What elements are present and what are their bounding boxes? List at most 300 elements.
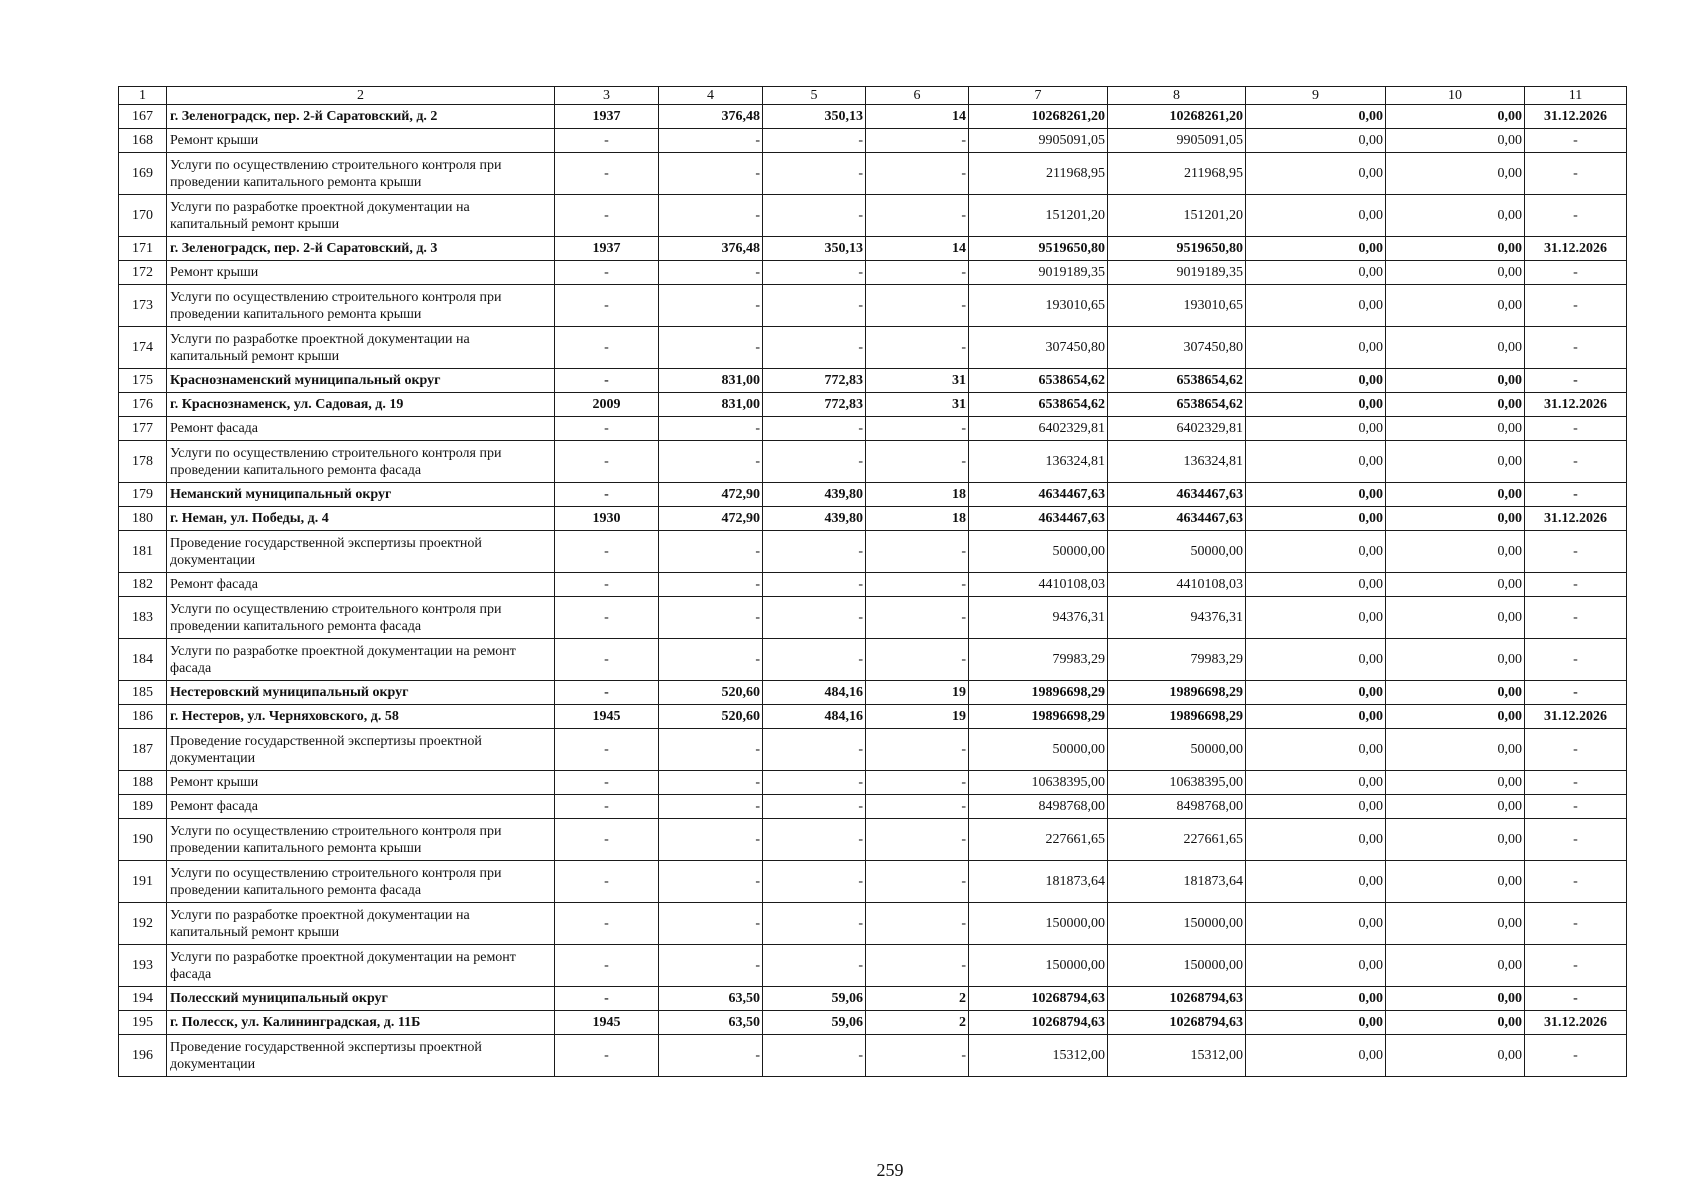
col-5-cell: - xyxy=(763,573,866,597)
table-row xyxy=(119,573,1627,597)
row-number-cell: 181 xyxy=(119,531,167,573)
row-number-cell: 195 xyxy=(119,1011,167,1035)
col-4-cell: - xyxy=(659,327,763,369)
col-8-cell: 227661,65 xyxy=(1108,819,1246,861)
col-6-cell: - xyxy=(866,573,969,597)
col-9-cell: 0,00 xyxy=(1246,417,1386,441)
col-6-cell: 31 xyxy=(866,369,969,393)
col-3-cell: - xyxy=(555,327,659,369)
col-10-cell: 0,00 xyxy=(1386,417,1525,441)
col-7-cell: 136324,81 xyxy=(969,441,1108,483)
col-5-cell: - xyxy=(763,153,866,195)
item-name-cell: Ремонт крыши xyxy=(167,771,555,795)
col-9-cell: 0,00 xyxy=(1246,819,1386,861)
row-number-cell: 170 xyxy=(119,195,167,237)
col-3-cell: 1937 xyxy=(555,105,659,129)
col-4-cell: - xyxy=(659,819,763,861)
col-11-cell: - xyxy=(1525,987,1627,1011)
col-9-cell: 0,00 xyxy=(1246,681,1386,705)
col-10-cell: 0,00 xyxy=(1386,483,1525,507)
col-6-cell: - xyxy=(866,819,969,861)
col-9-cell: 0,00 xyxy=(1246,771,1386,795)
col-4-cell: 376,48 xyxy=(659,237,763,261)
col-6-cell: 18 xyxy=(866,507,969,531)
col-3-cell: - xyxy=(555,483,659,507)
col-10-cell: 0,00 xyxy=(1386,531,1525,573)
col-4-cell: - xyxy=(659,417,763,441)
col-6-cell: - xyxy=(866,129,969,153)
item-name-cell: Проведение государственной экспертизы проектной документации xyxy=(167,1035,555,1077)
col-5-cell: - xyxy=(763,771,866,795)
col-11-cell: - xyxy=(1525,261,1627,285)
col-5-cell: 439,80 xyxy=(763,507,866,531)
item-name-cell: Полесский муниципальный округ xyxy=(167,987,555,1011)
col-8-cell: 10268794,63 xyxy=(1108,987,1246,1011)
col-7-cell: 50000,00 xyxy=(969,531,1108,573)
col-4-cell: 520,60 xyxy=(659,705,763,729)
table-row xyxy=(119,705,1627,729)
item-name-cell: Ремонт крыши xyxy=(167,129,555,153)
row-number-cell: 179 xyxy=(119,483,167,507)
col-9-cell: 0,00 xyxy=(1246,105,1386,129)
col-6-cell: 18 xyxy=(866,483,969,507)
col-3-cell: - xyxy=(555,819,659,861)
item-name-cell: Услуги по осуществлению строительного контроля при проведении капитального ремонта фасада xyxy=(167,597,555,639)
col-9-cell: 0,00 xyxy=(1246,903,1386,945)
col-4-cell: 376,48 xyxy=(659,105,763,129)
item-name-cell: Проведение государственной экспертизы проектной документации xyxy=(167,531,555,573)
col-7-cell: 9905091,05 xyxy=(969,129,1108,153)
col-8-cell: 4634467,63 xyxy=(1108,483,1246,507)
table-row xyxy=(119,795,1627,819)
col-7-cell: 8498768,00 xyxy=(969,795,1108,819)
col-3-cell: - xyxy=(555,861,659,903)
header-cell: 9 xyxy=(1246,87,1386,105)
col-10-cell: 0,00 xyxy=(1386,597,1525,639)
col-9-cell: 0,00 xyxy=(1246,483,1386,507)
col-9-cell: 0,00 xyxy=(1246,639,1386,681)
col-8-cell: 6538654,62 xyxy=(1108,393,1246,417)
col-9-cell: 0,00 xyxy=(1246,795,1386,819)
item-name-cell: г. Нестеров, ул. Черняховского, д. 58 xyxy=(167,705,555,729)
item-name-cell: Услуги по осуществлению строительного контроля при проведении капитального ремонта фасада xyxy=(167,441,555,483)
item-name-cell: Ремонт фасада xyxy=(167,417,555,441)
col-8-cell: 136324,81 xyxy=(1108,441,1246,483)
col-11-cell: - xyxy=(1525,681,1627,705)
col-11-cell: - xyxy=(1525,945,1627,987)
col-6-cell: - xyxy=(866,795,969,819)
table-row xyxy=(119,681,1627,705)
col-4-cell: 831,00 xyxy=(659,369,763,393)
col-3-cell: - xyxy=(555,639,659,681)
col-4-cell: 520,60 xyxy=(659,681,763,705)
col-6-cell: - xyxy=(866,729,969,771)
col-11-cell: - xyxy=(1525,771,1627,795)
col-6-cell: - xyxy=(866,861,969,903)
col-7-cell: 151201,20 xyxy=(969,195,1108,237)
row-number-cell: 174 xyxy=(119,327,167,369)
col-10-cell: 0,00 xyxy=(1386,945,1525,987)
col-7-cell: 227661,65 xyxy=(969,819,1108,861)
col-5-cell: - xyxy=(763,597,866,639)
col-3-cell: - xyxy=(555,417,659,441)
col-5-cell: - xyxy=(763,261,866,285)
col-5-cell: 439,80 xyxy=(763,483,866,507)
col-9-cell: 0,00 xyxy=(1246,1011,1386,1035)
col-7-cell: 307450,80 xyxy=(969,327,1108,369)
col-7-cell: 150000,00 xyxy=(969,903,1108,945)
table-row xyxy=(119,129,1627,153)
col-5-cell: 350,13 xyxy=(763,237,866,261)
col-5-cell: - xyxy=(763,639,866,681)
col-6-cell: - xyxy=(866,153,969,195)
row-number-cell: 167 xyxy=(119,105,167,129)
col-6-cell: - xyxy=(866,195,969,237)
col-8-cell: 151201,20 xyxy=(1108,195,1246,237)
col-3-cell: - xyxy=(555,1035,659,1077)
col-8-cell: 79983,29 xyxy=(1108,639,1246,681)
col-11-cell: - xyxy=(1525,903,1627,945)
col-8-cell: 181873,64 xyxy=(1108,861,1246,903)
table-row xyxy=(119,771,1627,795)
col-10-cell: 0,00 xyxy=(1386,285,1525,327)
col-9-cell: 0,00 xyxy=(1246,129,1386,153)
col-11-cell: 31.12.2026 xyxy=(1525,705,1627,729)
col-4-cell: - xyxy=(659,795,763,819)
col-10-cell: 0,00 xyxy=(1386,729,1525,771)
col-6-cell: - xyxy=(866,417,969,441)
col-7-cell: 10638395,00 xyxy=(969,771,1108,795)
col-8-cell: 6402329,81 xyxy=(1108,417,1246,441)
col-10-cell: 0,00 xyxy=(1386,705,1525,729)
col-3-cell: - xyxy=(555,369,659,393)
col-4-cell: - xyxy=(659,639,763,681)
col-9-cell: 0,00 xyxy=(1246,237,1386,261)
table-row xyxy=(119,327,1627,369)
col-10-cell: 0,00 xyxy=(1386,1011,1525,1035)
col-5-cell: - xyxy=(763,945,866,987)
item-name-cell: Неманский муниципальный округ xyxy=(167,483,555,507)
col-11-cell: - xyxy=(1525,129,1627,153)
col-9-cell: 0,00 xyxy=(1246,369,1386,393)
col-4-cell: - xyxy=(659,1035,763,1077)
col-11-cell: 31.12.2026 xyxy=(1525,1011,1627,1035)
row-number-cell: 177 xyxy=(119,417,167,441)
col-4-cell: - xyxy=(659,285,763,327)
col-11-cell: 31.12.2026 xyxy=(1525,105,1627,129)
col-4-cell: 472,90 xyxy=(659,507,763,531)
col-10-cell: 0,00 xyxy=(1386,1035,1525,1077)
col-8-cell: 15312,00 xyxy=(1108,1035,1246,1077)
col-3-cell: - xyxy=(555,903,659,945)
col-5-cell: 772,83 xyxy=(763,393,866,417)
table-row xyxy=(119,729,1627,771)
header-cell: 7 xyxy=(969,87,1108,105)
col-10-cell: 0,00 xyxy=(1386,153,1525,195)
col-8-cell: 9019189,35 xyxy=(1108,261,1246,285)
col-3-cell: - xyxy=(555,681,659,705)
col-3-cell: - xyxy=(555,195,659,237)
table-row xyxy=(119,393,1627,417)
row-number-cell: 176 xyxy=(119,393,167,417)
col-7-cell: 6538654,62 xyxy=(969,369,1108,393)
table-row xyxy=(119,285,1627,327)
col-7-cell: 10268261,20 xyxy=(969,105,1108,129)
col-11-cell: - xyxy=(1525,597,1627,639)
col-6-cell: - xyxy=(866,903,969,945)
col-11-cell: 31.12.2026 xyxy=(1525,237,1627,261)
page-number: 259 xyxy=(876,1160,904,1180)
col-6-cell: - xyxy=(866,597,969,639)
col-6-cell: - xyxy=(866,531,969,573)
col-8-cell: 50000,00 xyxy=(1108,531,1246,573)
col-7-cell: 94376,31 xyxy=(969,597,1108,639)
col-10-cell: 0,00 xyxy=(1386,393,1525,417)
col-5-cell: - xyxy=(763,531,866,573)
item-name-cell: Проведение государственной экспертизы проектной документации xyxy=(167,729,555,771)
col-3-cell: - xyxy=(555,795,659,819)
col-8-cell: 10268794,63 xyxy=(1108,1011,1246,1035)
col-4-cell: - xyxy=(659,195,763,237)
col-7-cell: 181873,64 xyxy=(969,861,1108,903)
col-6-cell: 19 xyxy=(866,705,969,729)
col-9-cell: 0,00 xyxy=(1246,285,1386,327)
col-9-cell: 0,00 xyxy=(1246,153,1386,195)
col-10-cell: 0,00 xyxy=(1386,507,1525,531)
col-8-cell: 8498768,00 xyxy=(1108,795,1246,819)
col-11-cell: - xyxy=(1525,795,1627,819)
row-number-cell: 172 xyxy=(119,261,167,285)
col-9-cell: 0,00 xyxy=(1246,393,1386,417)
header-cell: 1 xyxy=(119,87,167,105)
col-7-cell: 6402329,81 xyxy=(969,417,1108,441)
row-number-cell: 192 xyxy=(119,903,167,945)
item-name-cell: Ремонт фасада xyxy=(167,573,555,597)
col-8-cell: 10638395,00 xyxy=(1108,771,1246,795)
row-number-cell: 184 xyxy=(119,639,167,681)
col-10-cell: 0,00 xyxy=(1386,369,1525,393)
col-8-cell: 94376,31 xyxy=(1108,597,1246,639)
col-11-cell: - xyxy=(1525,369,1627,393)
col-4-cell: - xyxy=(659,861,763,903)
row-number-cell: 194 xyxy=(119,987,167,1011)
col-7-cell: 211968,95 xyxy=(969,153,1108,195)
item-name-cell: г. Зеленоградск, пер. 2-й Саратовский, д. 2 xyxy=(167,105,555,129)
col-5-cell: - xyxy=(763,195,866,237)
col-7-cell: 4634467,63 xyxy=(969,483,1108,507)
col-6-cell: - xyxy=(866,261,969,285)
col-3-cell: 2009 xyxy=(555,393,659,417)
col-10-cell: 0,00 xyxy=(1386,573,1525,597)
header-cell: 6 xyxy=(866,87,969,105)
col-10-cell: 0,00 xyxy=(1386,681,1525,705)
col-10-cell: 0,00 xyxy=(1386,987,1525,1011)
col-4-cell: 831,00 xyxy=(659,393,763,417)
table-row xyxy=(119,1011,1627,1035)
col-8-cell: 19896698,29 xyxy=(1108,705,1246,729)
col-7-cell: 193010,65 xyxy=(969,285,1108,327)
header-cell: 4 xyxy=(659,87,763,105)
col-4-cell: - xyxy=(659,597,763,639)
col-6-cell: 14 xyxy=(866,237,969,261)
table-row xyxy=(119,945,1627,987)
col-5-cell: 350,13 xyxy=(763,105,866,129)
col-5-cell: - xyxy=(763,729,866,771)
item-name-cell: Услуги по разработке проектной документации на капитальный ремонт крыши xyxy=(167,903,555,945)
table-row xyxy=(119,483,1627,507)
col-10-cell: 0,00 xyxy=(1386,261,1525,285)
item-name-cell: г. Неман, ул. Победы, д. 4 xyxy=(167,507,555,531)
col-11-cell: - xyxy=(1525,195,1627,237)
col-8-cell: 9519650,80 xyxy=(1108,237,1246,261)
col-11-cell: - xyxy=(1525,153,1627,195)
table-row xyxy=(119,261,1627,285)
col-11-cell: - xyxy=(1525,639,1627,681)
row-number-cell: 175 xyxy=(119,369,167,393)
col-6-cell: - xyxy=(866,441,969,483)
col-6-cell: - xyxy=(866,285,969,327)
item-name-cell: Услуги по разработке проектной документации на капитальный ремонт крыши xyxy=(167,195,555,237)
col-4-cell: - xyxy=(659,729,763,771)
row-number-cell: 168 xyxy=(119,129,167,153)
row-number-cell: 187 xyxy=(119,729,167,771)
col-9-cell: 0,00 xyxy=(1246,861,1386,903)
col-4-cell: - xyxy=(659,903,763,945)
col-9-cell: 0,00 xyxy=(1246,261,1386,285)
col-10-cell: 0,00 xyxy=(1386,771,1525,795)
table-row xyxy=(119,237,1627,261)
table-row xyxy=(119,639,1627,681)
col-4-cell: - xyxy=(659,129,763,153)
table-row xyxy=(119,819,1627,861)
col-6-cell: 2 xyxy=(866,987,969,1011)
item-name-cell: Услуги по осуществлению строительного контроля при проведении капитального ремонта фасада xyxy=(167,861,555,903)
col-8-cell: 19896698,29 xyxy=(1108,681,1246,705)
col-3-cell: - xyxy=(555,771,659,795)
col-7-cell: 10268794,63 xyxy=(969,1011,1108,1035)
col-7-cell: 6538654,62 xyxy=(969,393,1108,417)
col-6-cell: 14 xyxy=(866,105,969,129)
col-9-cell: 0,00 xyxy=(1246,441,1386,483)
col-3-cell: - xyxy=(555,597,659,639)
col-8-cell: 10268261,20 xyxy=(1108,105,1246,129)
item-name-cell: Услуги по разработке проектной документации на ремонт фасада xyxy=(167,945,555,987)
item-name-cell: Краснознаменский муниципальный округ xyxy=(167,369,555,393)
col-4-cell: - xyxy=(659,531,763,573)
row-number-cell: 182 xyxy=(119,573,167,597)
table-row xyxy=(119,417,1627,441)
item-name-cell: Нестеровский муниципальный округ xyxy=(167,681,555,705)
col-10-cell: 0,00 xyxy=(1386,795,1525,819)
header-cell: 8 xyxy=(1108,87,1246,105)
table-row xyxy=(119,105,1627,129)
col-10-cell: 0,00 xyxy=(1386,903,1525,945)
table-row xyxy=(119,903,1627,945)
col-8-cell: 6538654,62 xyxy=(1108,369,1246,393)
col-11-cell: - xyxy=(1525,531,1627,573)
col-8-cell: 150000,00 xyxy=(1108,945,1246,987)
col-7-cell: 150000,00 xyxy=(969,945,1108,987)
col-9-cell: 0,00 xyxy=(1246,531,1386,573)
col-8-cell: 4634467,63 xyxy=(1108,507,1246,531)
col-7-cell: 15312,00 xyxy=(969,1035,1108,1077)
col-10-cell: 0,00 xyxy=(1386,237,1525,261)
col-3-cell: - xyxy=(555,987,659,1011)
col-3-cell: - xyxy=(555,261,659,285)
col-7-cell: 19896698,29 xyxy=(969,681,1108,705)
row-number-cell: 188 xyxy=(119,771,167,795)
col-4-cell: - xyxy=(659,771,763,795)
row-number-cell: 183 xyxy=(119,597,167,639)
col-6-cell: - xyxy=(866,771,969,795)
col-9-cell: 0,00 xyxy=(1246,573,1386,597)
col-9-cell: 0,00 xyxy=(1246,987,1386,1011)
capital-repair-table xyxy=(118,86,1627,1077)
col-9-cell: 0,00 xyxy=(1246,945,1386,987)
col-5-cell: 59,06 xyxy=(763,987,866,1011)
item-name-cell: Ремонт крыши xyxy=(167,261,555,285)
col-10-cell: 0,00 xyxy=(1386,327,1525,369)
item-name-cell: Услуги по осуществлению строительного контроля при проведении капитального ремонта крыши xyxy=(167,153,555,195)
row-number-cell: 193 xyxy=(119,945,167,987)
col-5-cell: - xyxy=(763,1035,866,1077)
item-name-cell: г. Зеленоградск, пер. 2-й Саратовский, д. 3 xyxy=(167,237,555,261)
row-number-cell: 191 xyxy=(119,861,167,903)
item-name-cell: Услуги по разработке проектной документации на ремонт фасада xyxy=(167,639,555,681)
col-9-cell: 0,00 xyxy=(1246,597,1386,639)
col-3-cell: 1937 xyxy=(555,237,659,261)
col-8-cell: 150000,00 xyxy=(1108,903,1246,945)
col-4-cell: 63,50 xyxy=(659,1011,763,1035)
col-6-cell: - xyxy=(866,1035,969,1077)
row-number-cell: 189 xyxy=(119,795,167,819)
col-11-cell: - xyxy=(1525,1035,1627,1077)
col-5-cell: 484,16 xyxy=(763,681,866,705)
row-number-cell: 178 xyxy=(119,441,167,483)
col-5-cell: - xyxy=(763,795,866,819)
col-11-cell: - xyxy=(1525,417,1627,441)
header-cell: 11 xyxy=(1525,87,1627,105)
col-5-cell: - xyxy=(763,903,866,945)
col-10-cell: 0,00 xyxy=(1386,441,1525,483)
row-number-cell: 180 xyxy=(119,507,167,531)
col-5-cell: - xyxy=(763,441,866,483)
col-11-cell: - xyxy=(1525,573,1627,597)
col-6-cell: - xyxy=(866,639,969,681)
col-10-cell: 0,00 xyxy=(1386,129,1525,153)
col-5-cell: - xyxy=(763,285,866,327)
col-9-cell: 0,00 xyxy=(1246,729,1386,771)
col-3-cell: 1945 xyxy=(555,1011,659,1035)
item-name-cell: г. Полесск, ул. Калининградская, д. 11Б xyxy=(167,1011,555,1035)
table-row xyxy=(119,1035,1627,1077)
col-8-cell: 50000,00 xyxy=(1108,729,1246,771)
col-11-cell: - xyxy=(1525,285,1627,327)
col-7-cell: 4410108,03 xyxy=(969,573,1108,597)
col-4-cell: 472,90 xyxy=(659,483,763,507)
item-name-cell: Услуги по осуществлению строительного контроля при проведении капитального ремонта крыши xyxy=(167,819,555,861)
table-row xyxy=(119,369,1627,393)
col-9-cell: 0,00 xyxy=(1246,327,1386,369)
row-number-cell: 169 xyxy=(119,153,167,195)
col-3-cell: - xyxy=(555,285,659,327)
col-11-cell: - xyxy=(1525,729,1627,771)
col-3-cell: - xyxy=(555,129,659,153)
col-4-cell: - xyxy=(659,441,763,483)
col-4-cell: - xyxy=(659,153,763,195)
col-10-cell: 0,00 xyxy=(1386,195,1525,237)
item-name-cell: Услуги по осуществлению строительного контроля при проведении капитального ремонта крыши xyxy=(167,285,555,327)
